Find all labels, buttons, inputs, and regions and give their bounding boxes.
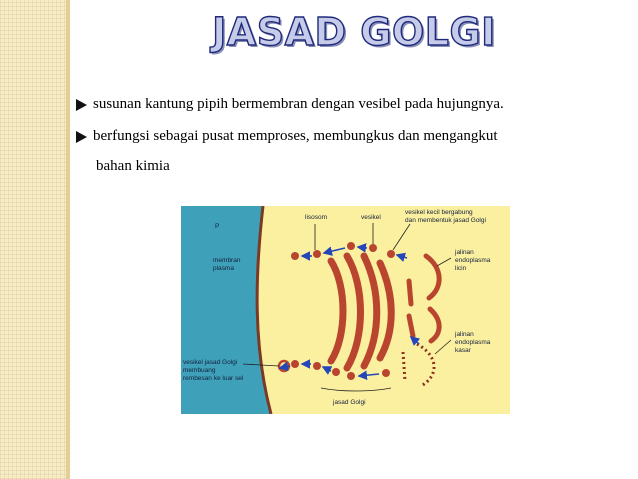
label-jalinan-licin-1: jalinan: [455, 249, 474, 256]
label-vesikel-jasad-3: rembesan ke luar sel: [183, 375, 244, 382]
label-vesikel-kecil-2: dan membentuk jasad Golgi: [405, 217, 486, 224]
label-jalinan-kasar-1: jalinan: [455, 331, 474, 338]
arrow-bullet-icon: [76, 99, 87, 111]
label-vesikel: vesikel: [361, 214, 381, 221]
golgi-diagram-svg: [181, 206, 510, 414]
label-vesikel-jasad-1: vesikel jasad Golgi: [183, 359, 238, 366]
bullet-item-structure: [74, 95, 634, 113]
bullet-list: [74, 95, 634, 175]
left-decorative-band: [0, 0, 66, 479]
bullet-continuation: bahan kimia: [96, 158, 170, 174]
label-jalinan-licin-3: licin: [455, 265, 467, 272]
band-divider: [66, 0, 70, 479]
label-vesikel-jasad-2: membuang: [183, 367, 216, 374]
label-plasma: plasma: [213, 265, 234, 272]
bullet-text: susunan kantung pipih bermembran dengan vesibel pada hujungnya.: [93, 96, 504, 112]
label-jasad-golgi: jasad Golgi: [333, 399, 366, 406]
label-p: P: [215, 223, 220, 230]
label-jalinan-licin-2: endoplasma: [455, 257, 491, 264]
label-vesikel-kecil-1: vesikel kecil bergabung: [405, 209, 473, 216]
bullet-item-function: [74, 127, 634, 145]
arrow-bullet-icon: [76, 131, 87, 143]
cell-cytoplasm: [257, 206, 510, 414]
label-jalinan-kasar-2: endoplasma: [455, 339, 491, 346]
golgi-diagram: [181, 206, 510, 414]
slide-title: JASAD GOLGI: [212, 10, 496, 54]
label-jalinan-kasar-3: kasar: [455, 347, 471, 354]
label-membran: membran: [213, 257, 241, 264]
label-lisosom: lisosom: [305, 214, 328, 221]
bullet-text: berfungsi sebagai pusat memproses, membungkus dan mengangkut: [93, 128, 498, 144]
